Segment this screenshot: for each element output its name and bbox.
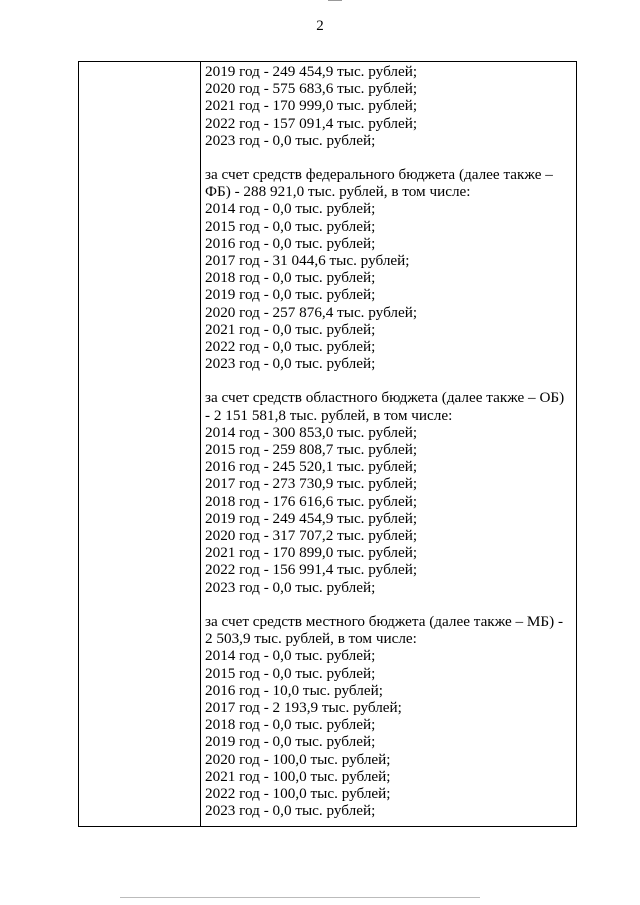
regional-line-2016: 2016 год - 245 520,1 тыс. рублей; (205, 458, 418, 476)
total-line-2021: 2021 год - 170 999,0 тыс. рублей; (205, 97, 418, 115)
federal-line-2014: 2014 год - 0,0 тыс. рублей; (205, 200, 376, 218)
page-number: 2 (316, 18, 324, 34)
local-budget-heading: за счет средств местного бюджета (далее также – МБ) - (205, 612, 564, 630)
table-left-column (79, 62, 201, 826)
local-line-2023: 2023 год - 0,0 тыс. рублей; (205, 802, 376, 820)
federal-line-2015: 2015 год - 0,0 тыс. рублей; (205, 217, 376, 235)
total-line-2023: 2023 год - 0,0 тыс. рублей; (205, 131, 376, 149)
local-line-2022: 2022 год - 100,0 тыс. рублей; (205, 784, 391, 802)
regional-line-2020: 2020 год - 317 707,2 тыс. рублей; (205, 527, 418, 545)
federal-budget-total: ФБ) - 288 921,0 тыс. рублей, в том числе: (205, 183, 471, 201)
local-line-2021: 2021 год - 100,0 тыс. рублей; (205, 767, 391, 785)
local-line-2018: 2018 год - 0,0 тыс. рублей; (205, 716, 376, 734)
local-line-2016: 2016 год - 10,0 тыс. рублей; (205, 681, 383, 699)
local-budget-block (205, 613, 571, 819)
federal-line-2021: 2021 год - 0,0 тыс. рублей; (205, 320, 376, 338)
financing-table (78, 61, 577, 827)
federal-budget-heading: за счет средств федерального бюджета (далее также – (205, 166, 553, 184)
paragraph-gap (205, 149, 571, 166)
local-line-2019: 2019 год - 0,0 тыс. рублей; (205, 733, 376, 751)
federal-line-2023: 2023 год - 0,0 тыс. рублей; (205, 355, 376, 373)
local-line-2014: 2014 год - 0,0 тыс. рублей; (205, 647, 376, 665)
paragraph-gap (205, 372, 571, 389)
regional-line-2014: 2014 год - 300 853,0 тыс. рублей; (205, 423, 418, 441)
regional-line-2021: 2021 год - 170 899,0 тыс. рублей; (205, 544, 418, 562)
regional-line-2017: 2017 год - 273 730,9 тыс. рублей; (205, 475, 418, 493)
paragraph-gap (205, 596, 571, 613)
regional-budget-block (205, 389, 571, 595)
regional-line-2019: 2019 год - 249 454,9 тыс. рублей; (205, 509, 418, 527)
regional-line-2022: 2022 год - 156 991,4 тыс. рублей; (205, 561, 418, 579)
federal-line-2018: 2018 год - 0,0 тыс. рублей; (205, 269, 376, 287)
federal-line-2019: 2019 год - 0,0 тыс. рублей; (205, 286, 376, 304)
table-right-column (205, 63, 571, 819)
regional-budget-total: - 2 151 581,8 тыс. рублей, в том числе: (205, 406, 453, 424)
total-line-2019: 2019 год - 249 454,9 тыс. рублей; (205, 63, 418, 80)
bottom-scan-rule (120, 897, 480, 898)
total-line-2022: 2022 год - 157 091,4 тыс. рублей; (205, 114, 418, 132)
federal-line-2020: 2020 год - 257 876,4 тыс. рублей; (205, 303, 418, 321)
local-line-2015: 2015 год - 0,0 тыс. рублей; (205, 664, 376, 682)
regional-line-2015: 2015 год - 259 808,7 тыс. рублей; (205, 441, 418, 459)
federal-line-2017: 2017 год - 31 044,6 тыс. рублей; (205, 252, 410, 270)
top-edge-mark (328, 0, 342, 1)
local-line-2020: 2020 год - 100,0 тыс. рублей; (205, 750, 391, 768)
federal-budget-block (205, 166, 571, 372)
regional-line-2023: 2023 год - 0,0 тыс. рублей; (205, 578, 376, 596)
local-line-2017: 2017 год - 2 193,9 тыс. рублей; (205, 698, 402, 716)
total-financing-block (205, 63, 571, 149)
total-line-2020: 2020 год - 575 683,6 тыс. рублей; (205, 80, 418, 98)
regional-budget-heading: за счет средств областного бюджета (далее также – ОБ) (205, 389, 565, 407)
federal-line-2022: 2022 год - 0,0 тыс. рублей; (205, 338, 376, 356)
local-budget-total: 2 503,9 тыс. рублей, в том числе: (205, 630, 417, 648)
federal-line-2016: 2016 год - 0,0 тыс. рублей; (205, 234, 376, 252)
regional-line-2018: 2018 год - 176 616,6 тыс. рублей; (205, 492, 418, 510)
